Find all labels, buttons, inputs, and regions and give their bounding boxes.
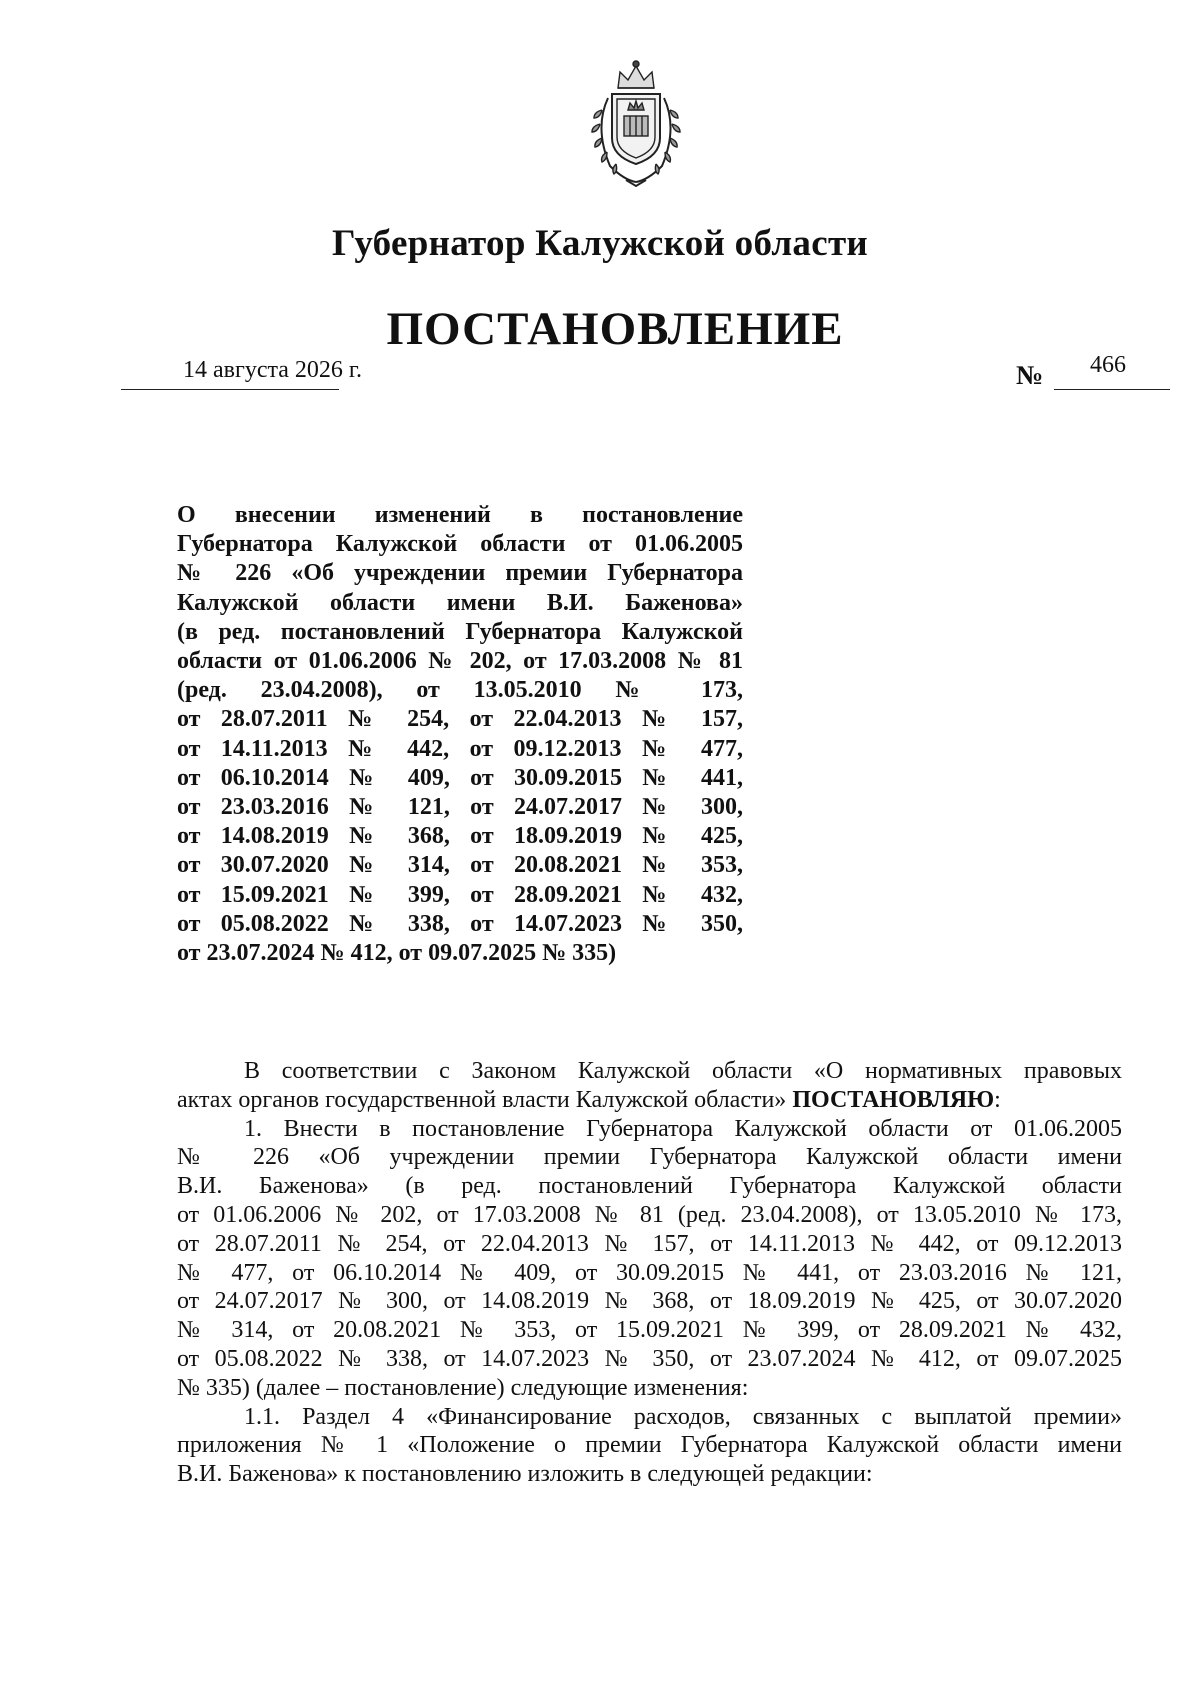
item-1-line: от 01.06.2006 № 202, от 17.03.2008 № 81 (ред. 23.04.2008), от 13.05.2010 № 173, — [177, 1201, 1122, 1228]
preamble-line: В соответствии с Законом Калужской области «О нормативных правовых — [244, 1058, 1122, 1084]
document-body — [177, 1057, 1122, 1489]
title-line: области от 01.06.2006 № 202, от 17.03.2008 № 81 — [177, 648, 743, 675]
title-line: от 15.09.2021 № 399, от 28.09.2021 № 432, — [177, 881, 743, 908]
item-1-line: от 28.07.2011 № 254, от 22.04.2013 № 157, от 14.11.2013 № 442, от 09.12.2013 — [177, 1230, 1122, 1257]
title-line: от 14.11.2013 № 442, от 09.12.2013 № 477, — [177, 735, 743, 762]
document-title — [177, 501, 743, 968]
title-line: от 30.07.2020 № 314, от 20.08.2021 № 353, — [177, 852, 743, 879]
date-field — [121, 352, 363, 392]
document-type-heading: ПОСТАНОВЛЕНИЕ — [386, 303, 844, 355]
title-line: от 23.03.2016 № 121, от 24.07.2017 № 300, — [177, 794, 743, 821]
item-1-line: 1. Внести в постановление Губернатора Калужской области от 01.06.2005 — [244, 1115, 1122, 1142]
item-1-line: № 226 «Об учреждении премии Губернатора Калужской области имени — [177, 1144, 1122, 1171]
item-1-line: № 477, от 06.10.2014 № 409, от 30.09.2015 № 441, от 23.03.2016 № 121, — [177, 1259, 1122, 1286]
preamble-text: актах органов государственной власти Калужской области» — [177, 1086, 793, 1113]
coat-of-arms-emblem — [580, 58, 692, 190]
document-number: 466 — [1090, 352, 1126, 378]
title-line: от 28.07.2011 № 254, от 22.04.2013 № 157, — [177, 706, 743, 733]
title-line: от 14.08.2019 № 368, от 18.09.2019 № 425, — [177, 823, 743, 850]
title-line: Губернатора Калужской области от 01.06.2005 — [177, 531, 743, 558]
preamble-colon: : — [994, 1086, 1001, 1113]
title-line: (в ред. постановлений Губернатора Калужской — [177, 618, 743, 645]
item-1-line: № 314, от 20.08.2021 № 353, от 15.09.2021 № 399, от 28.09.2021 № 432, — [177, 1317, 1122, 1344]
title-line: № 226 «Об учреждении премии Губернатора — [177, 560, 743, 587]
title-line: от 05.08.2022 № 338, от 14.07.2023 № 350, — [177, 910, 743, 937]
item-1-line: В.И. Баженова» (в ред. постановлений Губернатора Калужской области — [177, 1173, 1122, 1200]
title-line: Калужской области имени В.И. Баженова» — [177, 589, 743, 616]
title-line: О внесении изменений в постановление — [177, 502, 743, 528]
date-underline — [121, 389, 339, 390]
item-1-line: от 05.08.2022 № 338, от 14.07.2023 № 350, от 23.07.2024 № 412, от 09.07.2025 — [177, 1345, 1122, 1372]
title-line: от 23.07.2024 № 412, от 09.07.2025 № 335) — [177, 940, 617, 967]
item-1-1-line: В.И. Баженова» к постановлению изложить в следующей редакции: — [177, 1461, 873, 1488]
resolve-word: ПОСТАНОВЛЯЮ — [792, 1086, 995, 1113]
issuing-authority: Губернатор Калужской области — [331, 223, 869, 264]
number-underline — [1054, 389, 1170, 390]
document-date: 14 августа 2026 г. — [183, 357, 363, 383]
title-line: от 06.10.2014 № 409, от 30.09.2015 № 441, — [177, 764, 743, 791]
item-1-line: № 335) (далее – постановление) следующие изменения: — [177, 1374, 749, 1401]
title-line: (ред. 23.04.2008), от 13.05.2010 № 173, — [177, 677, 743, 704]
item-1-line: от 24.07.2017 № 300, от 14.08.2019 № 368, от 18.09.2019 № 425, от 30.07.2020 — [177, 1288, 1122, 1315]
number-sign: № — [1016, 360, 1044, 390]
number-field — [1016, 352, 1170, 392]
item-1-1-line: 1.1. Раздел 4 «Финансирование расходов, связанных с выплатой премии» — [244, 1403, 1122, 1430]
item-1-1-line: приложения № 1 «Положение о премии Губернатора Калужской области имени — [177, 1432, 1122, 1459]
preamble-line — [177, 1086, 1122, 1115]
